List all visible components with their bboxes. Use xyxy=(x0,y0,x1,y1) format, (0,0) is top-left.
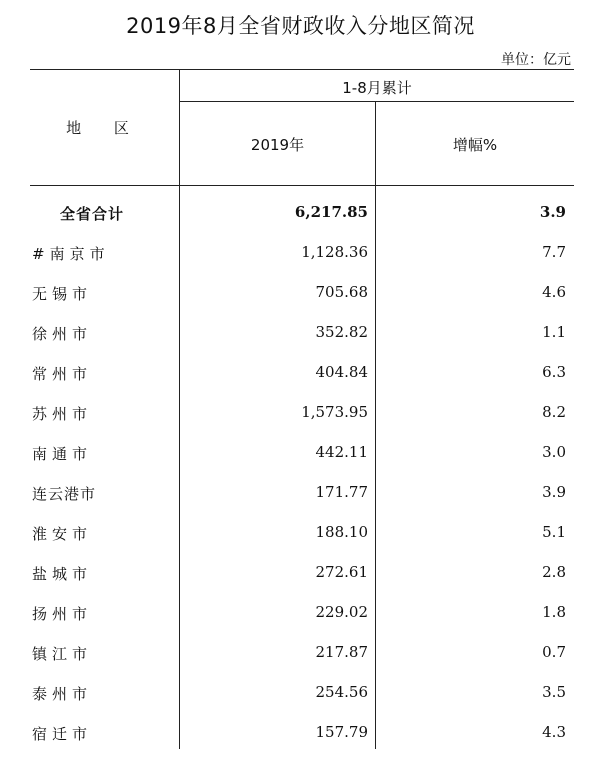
growth-value: 4.6 xyxy=(542,283,566,301)
revenue-value: 442.11 xyxy=(315,443,368,461)
header-period-divider xyxy=(179,101,574,102)
revenue-value: 157.79 xyxy=(315,723,368,741)
revenue-value: 254.56 xyxy=(315,683,368,701)
growth-value: 7.7 xyxy=(542,243,566,261)
region-name: #南京市 xyxy=(32,245,110,263)
revenue-value: 6,217.85 xyxy=(294,203,368,221)
region-name: 全省合计 xyxy=(60,205,125,223)
header-period: 1-8月累计 xyxy=(342,79,412,97)
region-name: 宿迁市 xyxy=(32,725,93,743)
page-title: 2019年8月全省财政收入分地区简况 xyxy=(126,14,475,38)
growth-value: 1.1 xyxy=(542,323,566,341)
region-name: 南通市 xyxy=(32,445,93,463)
growth-value: 3.5 xyxy=(542,683,566,701)
growth-value: 0.7 xyxy=(542,643,566,661)
revenue-value: 705.68 xyxy=(315,283,368,301)
growth-value: 6.3 xyxy=(542,363,566,381)
header-value: 2019年 xyxy=(250,136,305,154)
growth-value: 4.3 xyxy=(542,723,566,741)
region-name: 常州市 xyxy=(32,365,93,383)
growth-value: 3.9 xyxy=(542,483,566,501)
region-name: 泰州市 xyxy=(32,685,93,703)
growth-value: 5.1 xyxy=(542,523,566,541)
region-name: 苏州市 xyxy=(32,405,93,423)
revenue-value: 1,128.36 xyxy=(301,243,368,261)
revenue-value: 217.87 xyxy=(315,643,368,661)
revenue-value: 188.10 xyxy=(315,523,368,541)
growth-value: 3.9 xyxy=(539,203,566,221)
revenue-value: 272.61 xyxy=(315,563,368,581)
region-name: 连云港市 xyxy=(32,485,97,503)
region-name: 徐州市 xyxy=(32,325,93,343)
growth-value: 8.2 xyxy=(542,403,566,421)
header-bottom-border xyxy=(30,185,574,186)
table-top-border xyxy=(30,69,574,70)
header-growth: 增幅% xyxy=(452,136,498,154)
revenue-value: 352.82 xyxy=(315,323,368,341)
region-name: 扬州市 xyxy=(32,605,93,623)
region-name: 无锡市 xyxy=(32,285,93,303)
region-name: 淮安市 xyxy=(32,525,93,543)
header-region: 地 区 xyxy=(66,119,143,137)
growth-value: 3.0 xyxy=(542,443,566,461)
revenue-value: 229.02 xyxy=(315,603,368,621)
revenue-value: 171.77 xyxy=(315,483,368,501)
growth-value: 1.8 xyxy=(542,603,566,621)
region-name: 镇江市 xyxy=(32,645,93,663)
revenue-value: 404.84 xyxy=(315,363,368,381)
region-name: 盐城市 xyxy=(32,565,93,583)
growth-value: 2.8 xyxy=(542,563,566,581)
revenue-value: 1,573.95 xyxy=(301,403,368,421)
unit-label: 单位：亿元 xyxy=(501,52,571,68)
